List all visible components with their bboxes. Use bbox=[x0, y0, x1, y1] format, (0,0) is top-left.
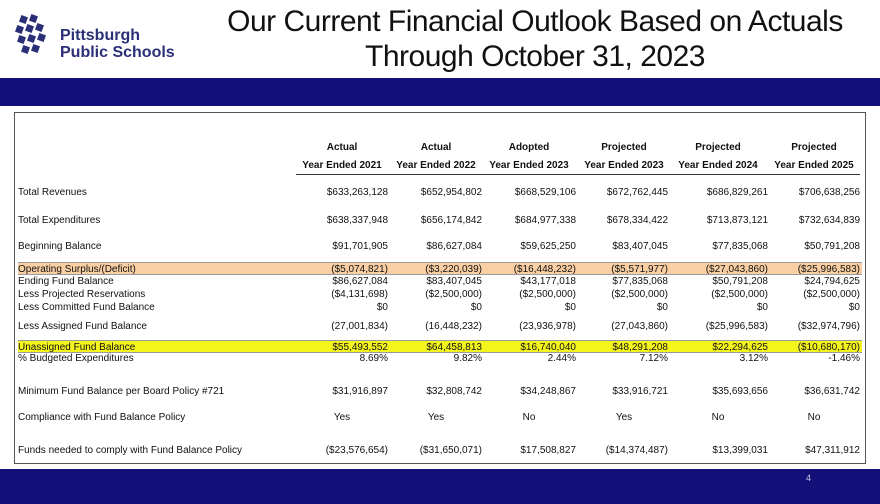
table-cell: $83,407,045 bbox=[426, 276, 482, 287]
table-cell: $686,829,261 bbox=[706, 187, 768, 198]
table-cell: $732,634,839 bbox=[798, 215, 860, 226]
column-header-year: Year Ended 2021 bbox=[302, 160, 382, 171]
table-cell: ($10,680,170) bbox=[797, 342, 860, 353]
table-row bbox=[18, 385, 862, 398]
table-cell: (27,043,860) bbox=[611, 321, 668, 332]
table-cell: $55,493,552 bbox=[332, 342, 388, 353]
table-cell: $684,977,338 bbox=[514, 215, 576, 226]
table-cell: ($2,500,000) bbox=[803, 289, 860, 300]
table-cell: No bbox=[807, 412, 821, 423]
table-cell: $33,916,721 bbox=[612, 386, 668, 397]
table-cell: 7.12% bbox=[639, 353, 668, 364]
table-cell: (23,936,978) bbox=[519, 321, 576, 332]
logo-line-1: Pittsburgh bbox=[60, 27, 140, 44]
table-cell: ($2,500,000) bbox=[425, 289, 482, 300]
table-row bbox=[18, 275, 862, 288]
table-cell: ($31,650,071) bbox=[419, 445, 482, 456]
logo-text bbox=[60, 27, 175, 61]
table-cell: Yes bbox=[615, 412, 633, 423]
column-header-type: Projected bbox=[695, 142, 741, 153]
table-cell: No bbox=[522, 412, 536, 423]
table-row bbox=[18, 444, 862, 457]
column-header-type: Projected bbox=[791, 142, 837, 153]
table-cell: ($3,220,039) bbox=[425, 264, 482, 275]
row-label: Minimum Fund Balance per Board Policy #721 bbox=[18, 386, 225, 397]
table-cell: $83,407,045 bbox=[612, 241, 668, 252]
table-cell: $656,174,842 bbox=[420, 215, 482, 226]
slide-header bbox=[0, 0, 880, 78]
table-cell: $35,693,656 bbox=[712, 386, 768, 397]
table-cell: $633,263,128 bbox=[326, 187, 388, 198]
table-cell: ($14,374,487) bbox=[605, 445, 668, 456]
table-cell: 2.44% bbox=[547, 353, 576, 364]
slide-title bbox=[190, 4, 880, 74]
table-cell: $34,248,867 bbox=[520, 386, 576, 397]
column-header-year: Year Ended 2023 bbox=[489, 160, 569, 171]
title-line-2: Through October 31, 2023 bbox=[365, 40, 705, 73]
table-cell: $50,791,208 bbox=[804, 241, 860, 252]
table-cell: $24,794,625 bbox=[804, 276, 860, 287]
header-underline bbox=[296, 174, 860, 175]
table-cell: ($25,996,583) bbox=[705, 321, 768, 332]
table-cell: 8.69% bbox=[359, 353, 388, 364]
table-cell: ($16,448,232) bbox=[513, 264, 576, 275]
table-cell: -1.46% bbox=[828, 353, 860, 364]
table-cell: $86,627,084 bbox=[426, 241, 482, 252]
table-cell: $678,334,422 bbox=[606, 215, 668, 226]
table-row bbox=[18, 214, 862, 227]
table-cell: $43,177,018 bbox=[520, 276, 576, 287]
table-cell: $17,508,827 bbox=[520, 445, 576, 456]
table-cell: $0 bbox=[756, 302, 768, 313]
table-row bbox=[18, 320, 862, 333]
logo-line-2: Public Schools bbox=[60, 44, 175, 61]
row-label: Funds needed to comply with Fund Balance Policy bbox=[18, 445, 243, 456]
column-header-type: Actual bbox=[420, 142, 452, 153]
table-cell: ($27,043,860) bbox=[705, 264, 768, 275]
table-cell: $0 bbox=[564, 302, 576, 313]
table-row bbox=[18, 240, 862, 253]
table-cell: $64,458,813 bbox=[426, 342, 482, 353]
table-cell: $0 bbox=[848, 302, 860, 313]
table-row bbox=[18, 352, 862, 365]
table-cell: ($2,500,000) bbox=[519, 289, 576, 300]
table-cell: $50,791,208 bbox=[712, 276, 768, 287]
top-band bbox=[0, 78, 880, 106]
table-cell: $77,835,068 bbox=[612, 276, 668, 287]
table-cell: $59,625,250 bbox=[520, 241, 576, 252]
table-cell: ($23,576,654) bbox=[325, 445, 388, 456]
table-cell: $36,631,742 bbox=[804, 386, 860, 397]
table-cell: $638,337,948 bbox=[326, 215, 388, 226]
table-cell: ($32,974,796) bbox=[797, 321, 860, 332]
table-cell: ($25,996,583) bbox=[797, 264, 860, 275]
district-logo bbox=[14, 14, 204, 64]
column-header-type: Projected bbox=[601, 142, 647, 153]
table-cell: ($5,074,821) bbox=[331, 264, 388, 275]
table-row bbox=[18, 186, 862, 199]
row-label: % Budgeted Expenditures bbox=[18, 353, 134, 364]
table-row bbox=[18, 262, 862, 275]
table-cell: ($2,500,000) bbox=[611, 289, 668, 300]
row-label: Operating Surplus/(Deficit) bbox=[18, 264, 136, 275]
row-label: Total Revenues bbox=[18, 187, 87, 198]
table-cell: ($2,500,000) bbox=[711, 289, 768, 300]
table-cell: $706,638,256 bbox=[798, 187, 860, 198]
table-cell: No bbox=[711, 412, 725, 423]
table-cell: $16,740,040 bbox=[520, 342, 576, 353]
table-cell: $672,762,445 bbox=[606, 187, 668, 198]
table-cell: 3.12% bbox=[739, 353, 768, 364]
table-cell: $0 bbox=[470, 302, 482, 313]
table-cell: Yes bbox=[427, 412, 445, 423]
table-cell: $668,529,106 bbox=[514, 187, 576, 198]
table-cell: ($4,131,698) bbox=[331, 289, 388, 300]
row-label: Ending Fund Balance bbox=[18, 276, 114, 287]
row-label: Unassigned Fund Balance bbox=[18, 342, 136, 353]
table-cell: $13,399,031 bbox=[712, 445, 768, 456]
row-label: Less Assigned Fund Balance bbox=[18, 321, 147, 332]
table-cell: (16,448,232) bbox=[425, 321, 482, 332]
table-row bbox=[18, 301, 862, 314]
row-label: Beginning Balance bbox=[18, 241, 102, 252]
row-label: Less Projected Reservations bbox=[18, 289, 146, 300]
column-header-year: Year Ended 2024 bbox=[678, 160, 758, 171]
logo-dots-icon bbox=[14, 14, 56, 56]
table-cell: $91,701,905 bbox=[332, 241, 388, 252]
table-cell: $0 bbox=[376, 302, 388, 313]
table-cell: 9.82% bbox=[453, 353, 482, 364]
column-header-year: Year Ended 2022 bbox=[396, 160, 476, 171]
row-label: Compliance with Fund Balance Policy bbox=[18, 412, 186, 423]
table-row bbox=[18, 411, 862, 424]
table-cell: (27,001,834) bbox=[331, 321, 388, 332]
table-cell: $0 bbox=[656, 302, 668, 313]
table-cell: $22,294,625 bbox=[712, 342, 768, 353]
table-cell: $77,835,068 bbox=[712, 241, 768, 252]
title-line-1: Our Current Financial Outlook Based on Actuals bbox=[227, 5, 843, 38]
table-row bbox=[18, 288, 862, 301]
table-cell: $713,873,121 bbox=[706, 215, 768, 226]
column-header-type: Adopted bbox=[508, 142, 550, 153]
row-label: Total Expenditures bbox=[18, 215, 101, 226]
bottom-band bbox=[0, 469, 880, 504]
table-cell: ($5,571,977) bbox=[611, 264, 668, 275]
column-header-year: Year Ended 2025 bbox=[774, 160, 854, 171]
table-cell: $652,954,802 bbox=[420, 187, 482, 198]
table-cell: Yes bbox=[333, 412, 351, 423]
row-label: Less Committed Fund Balance bbox=[18, 302, 155, 313]
table-cell: $32,808,742 bbox=[426, 386, 482, 397]
table-cell: $86,627,084 bbox=[332, 276, 388, 287]
table-cell: $31,916,897 bbox=[332, 386, 388, 397]
column-header-type: Actual bbox=[326, 142, 358, 153]
column-header-year: Year Ended 2023 bbox=[584, 160, 664, 171]
page-number: 4 bbox=[806, 473, 812, 483]
table-cell: $48,291,208 bbox=[612, 342, 668, 353]
table-cell: $47,311,912 bbox=[805, 445, 860, 456]
